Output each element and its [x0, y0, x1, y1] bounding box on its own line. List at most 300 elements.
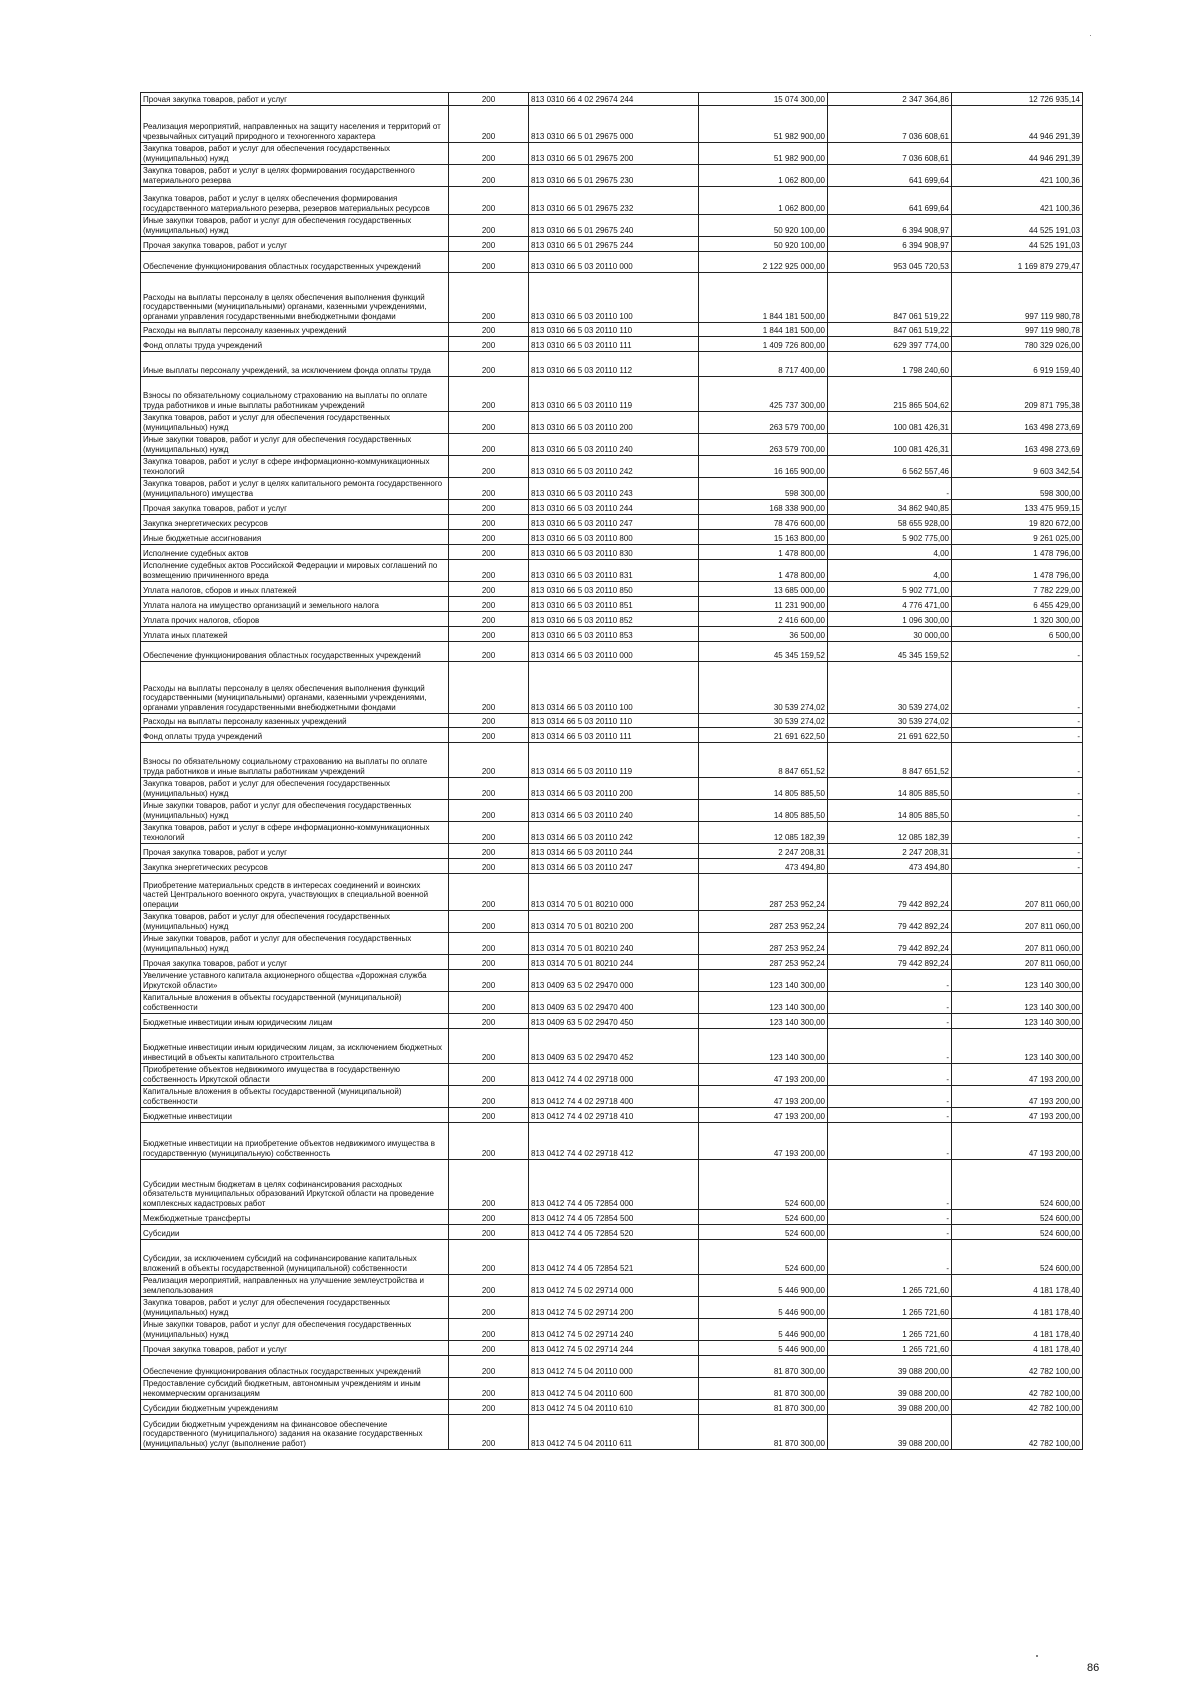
row-executed: 79 442 892,24 — [828, 874, 952, 911]
table-row — [141, 822, 1083, 844]
table-row — [141, 1341, 1083, 1356]
row-code: 200 — [449, 560, 529, 582]
row-executed: 641 699,64 — [828, 165, 952, 187]
row-code: 200 — [449, 337, 529, 352]
row-approved: 1 478 800,00 — [699, 560, 828, 582]
row-executed: 34 862 940,85 — [828, 500, 952, 515]
table-row — [141, 106, 1083, 143]
row-executed: 39 088 200,00 — [828, 1356, 952, 1378]
row-kbk: 813 0310 66 5 03 20110 240 — [529, 434, 699, 456]
row-approved: 81 870 300,00 — [699, 1378, 828, 1400]
row-approved: 15 074 300,00 — [699, 93, 828, 106]
row-approved: 287 253 952,24 — [699, 933, 828, 955]
row-kbk: 813 0412 74 5 04 20110 610 — [529, 1400, 699, 1415]
row-executed: 1 265 721,60 — [828, 1297, 952, 1319]
table-row — [141, 478, 1083, 500]
row-executed: 79 442 892,24 — [828, 955, 952, 970]
row-unexecuted: - — [952, 800, 1083, 822]
row-approved: 50 920 100,00 — [699, 215, 828, 237]
row-executed: 14 805 885,50 — [828, 800, 952, 822]
row-unexecuted: 12 726 935,14 — [952, 93, 1083, 106]
row-unexecuted: 6 919 159,40 — [952, 352, 1083, 377]
row-kbk: 813 0314 66 5 03 20110 110 — [529, 714, 699, 728]
row-code: 200 — [449, 1297, 529, 1319]
row-approved: 2 122 925 000,00 — [699, 252, 828, 273]
row-name: Прочая закупка товаров, работ и услуг — [141, 955, 449, 970]
row-name: Иные закупки товаров, работ и услуг для обеспечения государственных (муниципальных) нужд — [141, 434, 449, 456]
row-code: 200 — [449, 500, 529, 515]
row-kbk: 813 0310 66 5 01 29675 200 — [529, 143, 699, 165]
row-code: 200 — [449, 662, 529, 714]
table-row — [141, 1014, 1083, 1029]
row-name: Фонд оплаты труда учреждений — [141, 728, 449, 743]
row-kbk: 813 0409 63 5 02 29470 450 — [529, 1014, 699, 1029]
row-unexecuted: 598 300,00 — [952, 478, 1083, 500]
table-row — [141, 545, 1083, 560]
row-executed: - — [828, 1029, 952, 1064]
row-kbk: 813 0409 63 5 02 29470 000 — [529, 970, 699, 992]
row-name: Исполнение судебных актов — [141, 545, 449, 560]
row-name: Бюджетные инвестиции на приобретение объектов недвижимого имущества в государственную (муниципальную) собственность — [141, 1123, 449, 1160]
row-executed: - — [828, 1123, 952, 1160]
row-approved: 524 600,00 — [699, 1160, 828, 1210]
row-code: 200 — [449, 627, 529, 642]
table-row — [141, 597, 1083, 612]
table-row — [141, 800, 1083, 822]
row-kbk: 813 0314 66 5 03 20110 247 — [529, 859, 699, 874]
row-approved: 50 920 100,00 — [699, 237, 828, 252]
row-kbk: 813 0412 74 5 02 29714 244 — [529, 1341, 699, 1356]
row-unexecuted: - — [952, 743, 1083, 778]
table-row — [141, 377, 1083, 412]
row-code: 200 — [449, 273, 529, 323]
row-kbk: 813 0412 74 5 02 29714 000 — [529, 1275, 699, 1297]
row-name: Расходы на выплаты персоналу в целях обеспечения выполнения функций государственными (муниципальными) органами, казенными учреждениями, органами управления государственными внебюджетными фондами — [141, 273, 449, 323]
row-approved: 1 409 726 800,00 — [699, 337, 828, 352]
row-unexecuted: 163 498 273,69 — [952, 434, 1083, 456]
table-row — [141, 627, 1083, 642]
row-kbk: 813 0310 66 5 03 20110 243 — [529, 478, 699, 500]
table-row — [141, 728, 1083, 743]
row-kbk: 813 0412 74 4 05 72854 500 — [529, 1210, 699, 1225]
row-unexecuted: 42 782 100,00 — [952, 1356, 1083, 1378]
row-code: 200 — [449, 714, 529, 728]
table-row — [141, 662, 1083, 714]
scan-artifact — [1090, 35, 1091, 36]
row-name: Взносы по обязательному социальному страхованию на выплаты по оплате труда работников и иные выплаты работникам учреждений — [141, 377, 449, 412]
row-approved: 8 847 651,52 — [699, 743, 828, 778]
table-row — [141, 1225, 1083, 1240]
row-executed: - — [828, 1086, 952, 1108]
row-executed: 847 061 519,22 — [828, 273, 952, 323]
row-approved: 5 446 900,00 — [699, 1319, 828, 1341]
row-executed: 7 036 608,61 — [828, 106, 952, 143]
row-code: 200 — [449, 778, 529, 800]
row-kbk: 813 0310 66 5 03 20110 831 — [529, 560, 699, 582]
row-unexecuted: 421 100,36 — [952, 187, 1083, 215]
row-name: Обеспечение функционирования областных государственных учреждений — [141, 1356, 449, 1378]
row-code: 200 — [449, 93, 529, 106]
table-row — [141, 1210, 1083, 1225]
row-unexecuted: 4 181 178,40 — [952, 1341, 1083, 1356]
row-name: Иные выплаты персоналу учреждений, за исключением фонда оплаты труда — [141, 352, 449, 377]
table-row — [141, 874, 1083, 911]
row-approved: 14 805 885,50 — [699, 778, 828, 800]
row-kbk: 813 0310 66 5 03 20110 000 — [529, 252, 699, 273]
table-row — [141, 143, 1083, 165]
row-code: 200 — [449, 1275, 529, 1297]
table-row — [141, 582, 1083, 597]
row-approved: 47 193 200,00 — [699, 1064, 828, 1086]
row-executed: 473 494,80 — [828, 859, 952, 874]
row-executed: 30 539 274,02 — [828, 714, 952, 728]
row-kbk: 813 0310 66 5 03 20110 852 — [529, 612, 699, 627]
budget-execution-table-sheet — [140, 92, 1082, 1450]
row-kbk: 813 0310 66 5 03 20110 112 — [529, 352, 699, 377]
row-approved: 287 253 952,24 — [699, 874, 828, 911]
row-code: 200 — [449, 844, 529, 859]
row-executed: 8 847 651,52 — [828, 743, 952, 778]
row-code: 200 — [449, 106, 529, 143]
table-row — [141, 252, 1083, 273]
row-executed: 5 902 771,00 — [828, 582, 952, 597]
row-kbk: 813 0314 66 5 03 20110 000 — [529, 642, 699, 662]
table-row — [141, 1123, 1083, 1160]
row-code: 200 — [449, 1108, 529, 1123]
row-code: 200 — [449, 1014, 529, 1029]
row-approved: 47 193 200,00 — [699, 1108, 828, 1123]
row-code: 200 — [449, 582, 529, 597]
row-name: Закупка товаров, работ и услуг для обеспечения государственных (муниципальных) нужд — [141, 143, 449, 165]
row-approved: 12 085 182,39 — [699, 822, 828, 844]
row-code: 200 — [449, 377, 529, 412]
row-unexecuted: - — [952, 822, 1083, 844]
row-unexecuted: 44 946 291,39 — [952, 106, 1083, 143]
row-approved: 11 231 900,00 — [699, 597, 828, 612]
table-row — [141, 187, 1083, 215]
row-executed: 39 088 200,00 — [828, 1378, 952, 1400]
row-name: Прочая закупка товаров, работ и услуг — [141, 844, 449, 859]
row-name: Субсидии, за исключением субсидий на софинансирование капитальных вложений в объекты государственной (муниципальной) собственности — [141, 1240, 449, 1275]
budget-execution-table — [140, 92, 1083, 1450]
row-kbk: 813 0310 66 5 03 20110 800 — [529, 530, 699, 545]
table-row — [141, 992, 1083, 1014]
row-approved: 1 062 800,00 — [699, 187, 828, 215]
row-kbk: 813 0314 66 5 03 20110 100 — [529, 662, 699, 714]
row-code: 200 — [449, 1160, 529, 1210]
row-name: Расходы на выплаты персоналу казенных учреждений — [141, 323, 449, 337]
row-kbk: 813 0310 66 4 02 29674 244 — [529, 93, 699, 106]
row-kbk: 813 0412 74 4 02 29718 000 — [529, 1064, 699, 1086]
row-approved: 78 476 600,00 — [699, 515, 828, 530]
row-name: Иные закупки товаров, работ и услуг для обеспечения государственных (муниципальных) нужд — [141, 1319, 449, 1341]
row-code: 200 — [449, 992, 529, 1014]
row-executed: 30 000,00 — [828, 627, 952, 642]
row-code: 200 — [449, 874, 529, 911]
table-row — [141, 1356, 1083, 1378]
row-kbk: 813 0412 74 4 02 29718 400 — [529, 1086, 699, 1108]
row-kbk: 813 0412 74 4 05 72854 521 — [529, 1240, 699, 1275]
row-unexecuted: - — [952, 642, 1083, 662]
row-name: Закупка товаров, работ и услуг в целях обеспечения формирования государственного материального резерва, резервов материальных ресурсов — [141, 187, 449, 215]
row-unexecuted: 209 871 795,38 — [952, 377, 1083, 412]
row-unexecuted: 42 782 100,00 — [952, 1415, 1083, 1450]
table-row — [141, 642, 1083, 662]
row-unexecuted: 524 600,00 — [952, 1210, 1083, 1225]
row-executed: 21 691 622,50 — [828, 728, 952, 743]
row-approved: 81 870 300,00 — [699, 1400, 828, 1415]
row-code: 200 — [449, 143, 529, 165]
row-kbk: 813 0310 66 5 03 20110 244 — [529, 500, 699, 515]
row-kbk: 813 0409 63 5 02 29470 452 — [529, 1029, 699, 1064]
row-unexecuted: 6 455 429,00 — [952, 597, 1083, 612]
row-name: Увеличение уставного капитала акционерного общества «Дорожная служба Иркутской области» — [141, 970, 449, 992]
row-name: Бюджетные инвестиции — [141, 1108, 449, 1123]
row-approved: 287 253 952,24 — [699, 955, 828, 970]
row-approved: 2 247 208,31 — [699, 844, 828, 859]
table-row — [141, 530, 1083, 545]
row-name: Субсидии бюджетным учреждениям — [141, 1400, 449, 1415]
row-kbk: 813 0310 66 5 01 29675 244 — [529, 237, 699, 252]
row-unexecuted: 47 193 200,00 — [952, 1064, 1083, 1086]
row-name: Уплата прочих налогов, сборов — [141, 612, 449, 627]
row-code: 200 — [449, 822, 529, 844]
row-executed: 641 699,64 — [828, 187, 952, 215]
row-name: Закупка товаров, работ и услуг для обеспечения государственных (муниципальных) нужд — [141, 778, 449, 800]
row-executed: 6 394 908,97 — [828, 215, 952, 237]
row-code: 200 — [449, 612, 529, 627]
row-approved: 123 140 300,00 — [699, 1029, 828, 1064]
row-name: Фонд оплаты труда учреждений — [141, 337, 449, 352]
row-executed: 2 347 364,86 — [828, 93, 952, 106]
row-kbk: 813 0314 66 5 03 20110 111 — [529, 728, 699, 743]
row-unexecuted: 123 140 300,00 — [952, 970, 1083, 992]
row-unexecuted: 7 782 229,00 — [952, 582, 1083, 597]
row-kbk: 813 0412 74 5 04 20110 000 — [529, 1356, 699, 1378]
row-name: Расходы на выплаты персоналу в целях обеспечения выполнения функций государственными (муниципальными) органами, казенными учреждениями, органами управления государственными внебюджетными фондами — [141, 662, 449, 714]
row-kbk: 813 0310 66 5 03 20110 200 — [529, 412, 699, 434]
row-executed: 39 088 200,00 — [828, 1415, 952, 1450]
row-approved: 1 478 800,00 — [699, 545, 828, 560]
row-kbk: 813 0314 66 5 03 20110 240 — [529, 800, 699, 822]
row-unexecuted: 9 261 025,00 — [952, 530, 1083, 545]
row-approved: 51 982 900,00 — [699, 143, 828, 165]
row-kbk: 813 0310 66 5 01 29675 232 — [529, 187, 699, 215]
table-row — [141, 955, 1083, 970]
row-code: 200 — [449, 252, 529, 273]
row-code: 200 — [449, 800, 529, 822]
row-approved: 524 600,00 — [699, 1210, 828, 1225]
row-code: 200 — [449, 1341, 529, 1356]
row-unexecuted: 4 181 178,40 — [952, 1275, 1083, 1297]
row-unexecuted: 421 100,36 — [952, 165, 1083, 187]
row-approved: 123 140 300,00 — [699, 970, 828, 992]
row-code: 200 — [449, 1064, 529, 1086]
row-code: 200 — [449, 642, 529, 662]
row-approved: 287 253 952,24 — [699, 911, 828, 933]
row-name: Закупка товаров, работ и услуг в целях формирования государственного материального резерва — [141, 165, 449, 187]
table-row — [141, 273, 1083, 323]
row-name: Обеспечение функционирования областных государственных учреждений — [141, 252, 449, 273]
row-executed: 1 096 300,00 — [828, 612, 952, 627]
row-kbk: 813 0310 66 5 01 29675 240 — [529, 215, 699, 237]
row-approved: 5 446 900,00 — [699, 1341, 828, 1356]
row-name: Уплата налогов, сборов и иных платежей — [141, 582, 449, 597]
row-code: 200 — [449, 545, 529, 560]
row-kbk: 813 0310 66 5 03 20110 851 — [529, 597, 699, 612]
row-unexecuted: 4 181 178,40 — [952, 1319, 1083, 1341]
row-kbk: 813 0314 66 5 03 20110 119 — [529, 743, 699, 778]
row-name: Прочая закупка товаров, работ и услуг — [141, 93, 449, 106]
row-unexecuted: 123 140 300,00 — [952, 1029, 1083, 1064]
row-executed: 7 036 608,61 — [828, 143, 952, 165]
row-kbk: 813 0314 70 5 01 80210 200 — [529, 911, 699, 933]
row-executed: 12 085 182,39 — [828, 822, 952, 844]
row-name: Приобретение материальных средств в интересах соединений и воинских частей Центрального военного округа, участвующих в специальной военной операции — [141, 874, 449, 911]
row-name: Прочая закупка товаров, работ и услуг — [141, 237, 449, 252]
row-unexecuted: 207 811 060,00 — [952, 874, 1083, 911]
row-unexecuted: 997 119 980,78 — [952, 273, 1083, 323]
row-executed: 58 655 928,00 — [828, 515, 952, 530]
table-row — [141, 1240, 1083, 1275]
row-unexecuted: 47 193 200,00 — [952, 1108, 1083, 1123]
row-name: Прочая закупка товаров, работ и услуг — [141, 500, 449, 515]
row-executed: 953 045 720,53 — [828, 252, 952, 273]
row-name: Предоставление субсидий бюджетным, автономным учреждениям и иным некоммерческим организациям — [141, 1378, 449, 1400]
table-row — [141, 743, 1083, 778]
scan-artifact — [1036, 1655, 1038, 1657]
row-unexecuted: - — [952, 714, 1083, 728]
row-executed: - — [828, 1014, 952, 1029]
row-executed: - — [828, 992, 952, 1014]
row-executed: 4,00 — [828, 545, 952, 560]
row-code: 200 — [449, 434, 529, 456]
row-name: Иные бюджетные ассигнования — [141, 530, 449, 545]
row-executed: - — [828, 1108, 952, 1123]
row-code: 200 — [449, 478, 529, 500]
row-unexecuted: 42 782 100,00 — [952, 1378, 1083, 1400]
row-kbk: 813 0310 66 5 03 20110 119 — [529, 377, 699, 412]
row-unexecuted: 524 600,00 — [952, 1160, 1083, 1210]
row-name: Бюджетные инвестиции иным юридическим лицам — [141, 1014, 449, 1029]
row-code: 200 — [449, 165, 529, 187]
table-row — [141, 93, 1083, 106]
row-code: 200 — [449, 597, 529, 612]
row-name: Закупка товаров, работ и услуг для обеспечения государственных (муниципальных) нужд — [141, 911, 449, 933]
row-unexecuted: 123 140 300,00 — [952, 1014, 1083, 1029]
row-name: Капитальные вложения в объекты государственной (муниципальной) собственности — [141, 1086, 449, 1108]
row-name: Уплата налога на имущество организаций и земельного налога — [141, 597, 449, 612]
row-approved: 123 140 300,00 — [699, 1014, 828, 1029]
table-row — [141, 1108, 1083, 1123]
row-executed: 1 265 721,60 — [828, 1341, 952, 1356]
table-row — [141, 323, 1083, 337]
row-name: Субсидии — [141, 1225, 449, 1240]
row-code: 200 — [449, 352, 529, 377]
row-approved: 47 193 200,00 — [699, 1086, 828, 1108]
table-row — [141, 1064, 1083, 1086]
row-unexecuted: 1 478 796,00 — [952, 560, 1083, 582]
row-kbk: 813 0412 74 4 05 72854 520 — [529, 1225, 699, 1240]
row-executed: 1 265 721,60 — [828, 1275, 952, 1297]
row-kbk: 813 0412 74 4 02 29718 410 — [529, 1108, 699, 1123]
row-name: Уплата иных платежей — [141, 627, 449, 642]
table-row — [141, 1415, 1083, 1450]
row-approved: 36 500,00 — [699, 627, 828, 642]
row-approved: 45 345 159,52 — [699, 642, 828, 662]
row-kbk: 813 0412 74 5 04 20110 611 — [529, 1415, 699, 1450]
row-executed: - — [828, 1240, 952, 1275]
row-approved: 5 446 900,00 — [699, 1275, 828, 1297]
row-executed: 79 442 892,24 — [828, 933, 952, 955]
table-row — [141, 337, 1083, 352]
row-name: Субсидии местным бюджетам в целях софинансирования расходных обязательств муниципальных образований Иркутской области на проведение комплексных кадастровых работ — [141, 1160, 449, 1210]
row-name: Иные закупки товаров, работ и услуг для обеспечения государственных (муниципальных) нужд — [141, 933, 449, 955]
row-code: 200 — [449, 1210, 529, 1225]
row-approved: 5 446 900,00 — [699, 1297, 828, 1319]
page-number: 86 — [1087, 1662, 1100, 1674]
table-row — [141, 933, 1083, 955]
table-row — [141, 970, 1083, 992]
row-name: Закупка товаров, работ и услуг для обеспечения государственных (муниципальных) нужд — [141, 1297, 449, 1319]
row-name: Приобретение объектов недвижимого имущества в государственную собственность Иркутской области — [141, 1064, 449, 1086]
table-row — [141, 612, 1083, 627]
row-executed: 100 081 426,31 — [828, 434, 952, 456]
row-unexecuted: - — [952, 844, 1083, 859]
row-unexecuted: 44 525 191,03 — [952, 237, 1083, 252]
row-name: Межбюджетные трансферты — [141, 1210, 449, 1225]
row-code: 200 — [449, 970, 529, 992]
row-approved: 598 300,00 — [699, 478, 828, 500]
row-code: 200 — [449, 859, 529, 874]
table-row — [141, 1160, 1083, 1210]
row-unexecuted: 123 140 300,00 — [952, 992, 1083, 1014]
row-unexecuted: 44 525 191,03 — [952, 215, 1083, 237]
row-approved: 263 579 700,00 — [699, 412, 828, 434]
row-code: 200 — [449, 1356, 529, 1378]
row-unexecuted: 207 811 060,00 — [952, 911, 1083, 933]
row-unexecuted: 163 498 273,69 — [952, 412, 1083, 434]
table-row — [141, 1029, 1083, 1064]
row-code: 200 — [449, 412, 529, 434]
row-code: 200 — [449, 955, 529, 970]
row-code: 200 — [449, 1400, 529, 1415]
row-unexecuted: 47 193 200,00 — [952, 1123, 1083, 1160]
row-code: 200 — [449, 237, 529, 252]
row-approved: 13 685 000,00 — [699, 582, 828, 597]
row-name: Расходы на выплаты персоналу казенных учреждений — [141, 714, 449, 728]
row-executed: 6 394 908,97 — [828, 237, 952, 252]
row-name: Бюджетные инвестиции иным юридическим лицам, за исключением бюджетных инвестиций в объекты капитального строительства — [141, 1029, 449, 1064]
row-unexecuted: 524 600,00 — [952, 1225, 1083, 1240]
row-code: 200 — [449, 1123, 529, 1160]
row-name: Закупка товаров, работ и услуг в целях капитального ремонта государственного (муниципального) имущества — [141, 478, 449, 500]
row-code: 200 — [449, 323, 529, 337]
row-unexecuted: 19 820 672,00 — [952, 515, 1083, 530]
row-kbk: 813 0412 74 5 02 29714 200 — [529, 1297, 699, 1319]
row-name: Иные закупки товаров, работ и услуг для обеспечения государственных (муниципальных) нужд — [141, 800, 449, 822]
table-row — [141, 412, 1083, 434]
row-code: 200 — [449, 1029, 529, 1064]
row-code: 200 — [449, 456, 529, 478]
table-row — [141, 456, 1083, 478]
row-unexecuted: 6 500,00 — [952, 627, 1083, 642]
table-row — [141, 1400, 1083, 1415]
row-name: Реализация мероприятий, направленных на улучшение землеустройства и землепользования — [141, 1275, 449, 1297]
row-unexecuted: 780 329 026,00 — [952, 337, 1083, 352]
row-code: 200 — [449, 911, 529, 933]
row-kbk: 813 0314 66 5 03 20110 244 — [529, 844, 699, 859]
